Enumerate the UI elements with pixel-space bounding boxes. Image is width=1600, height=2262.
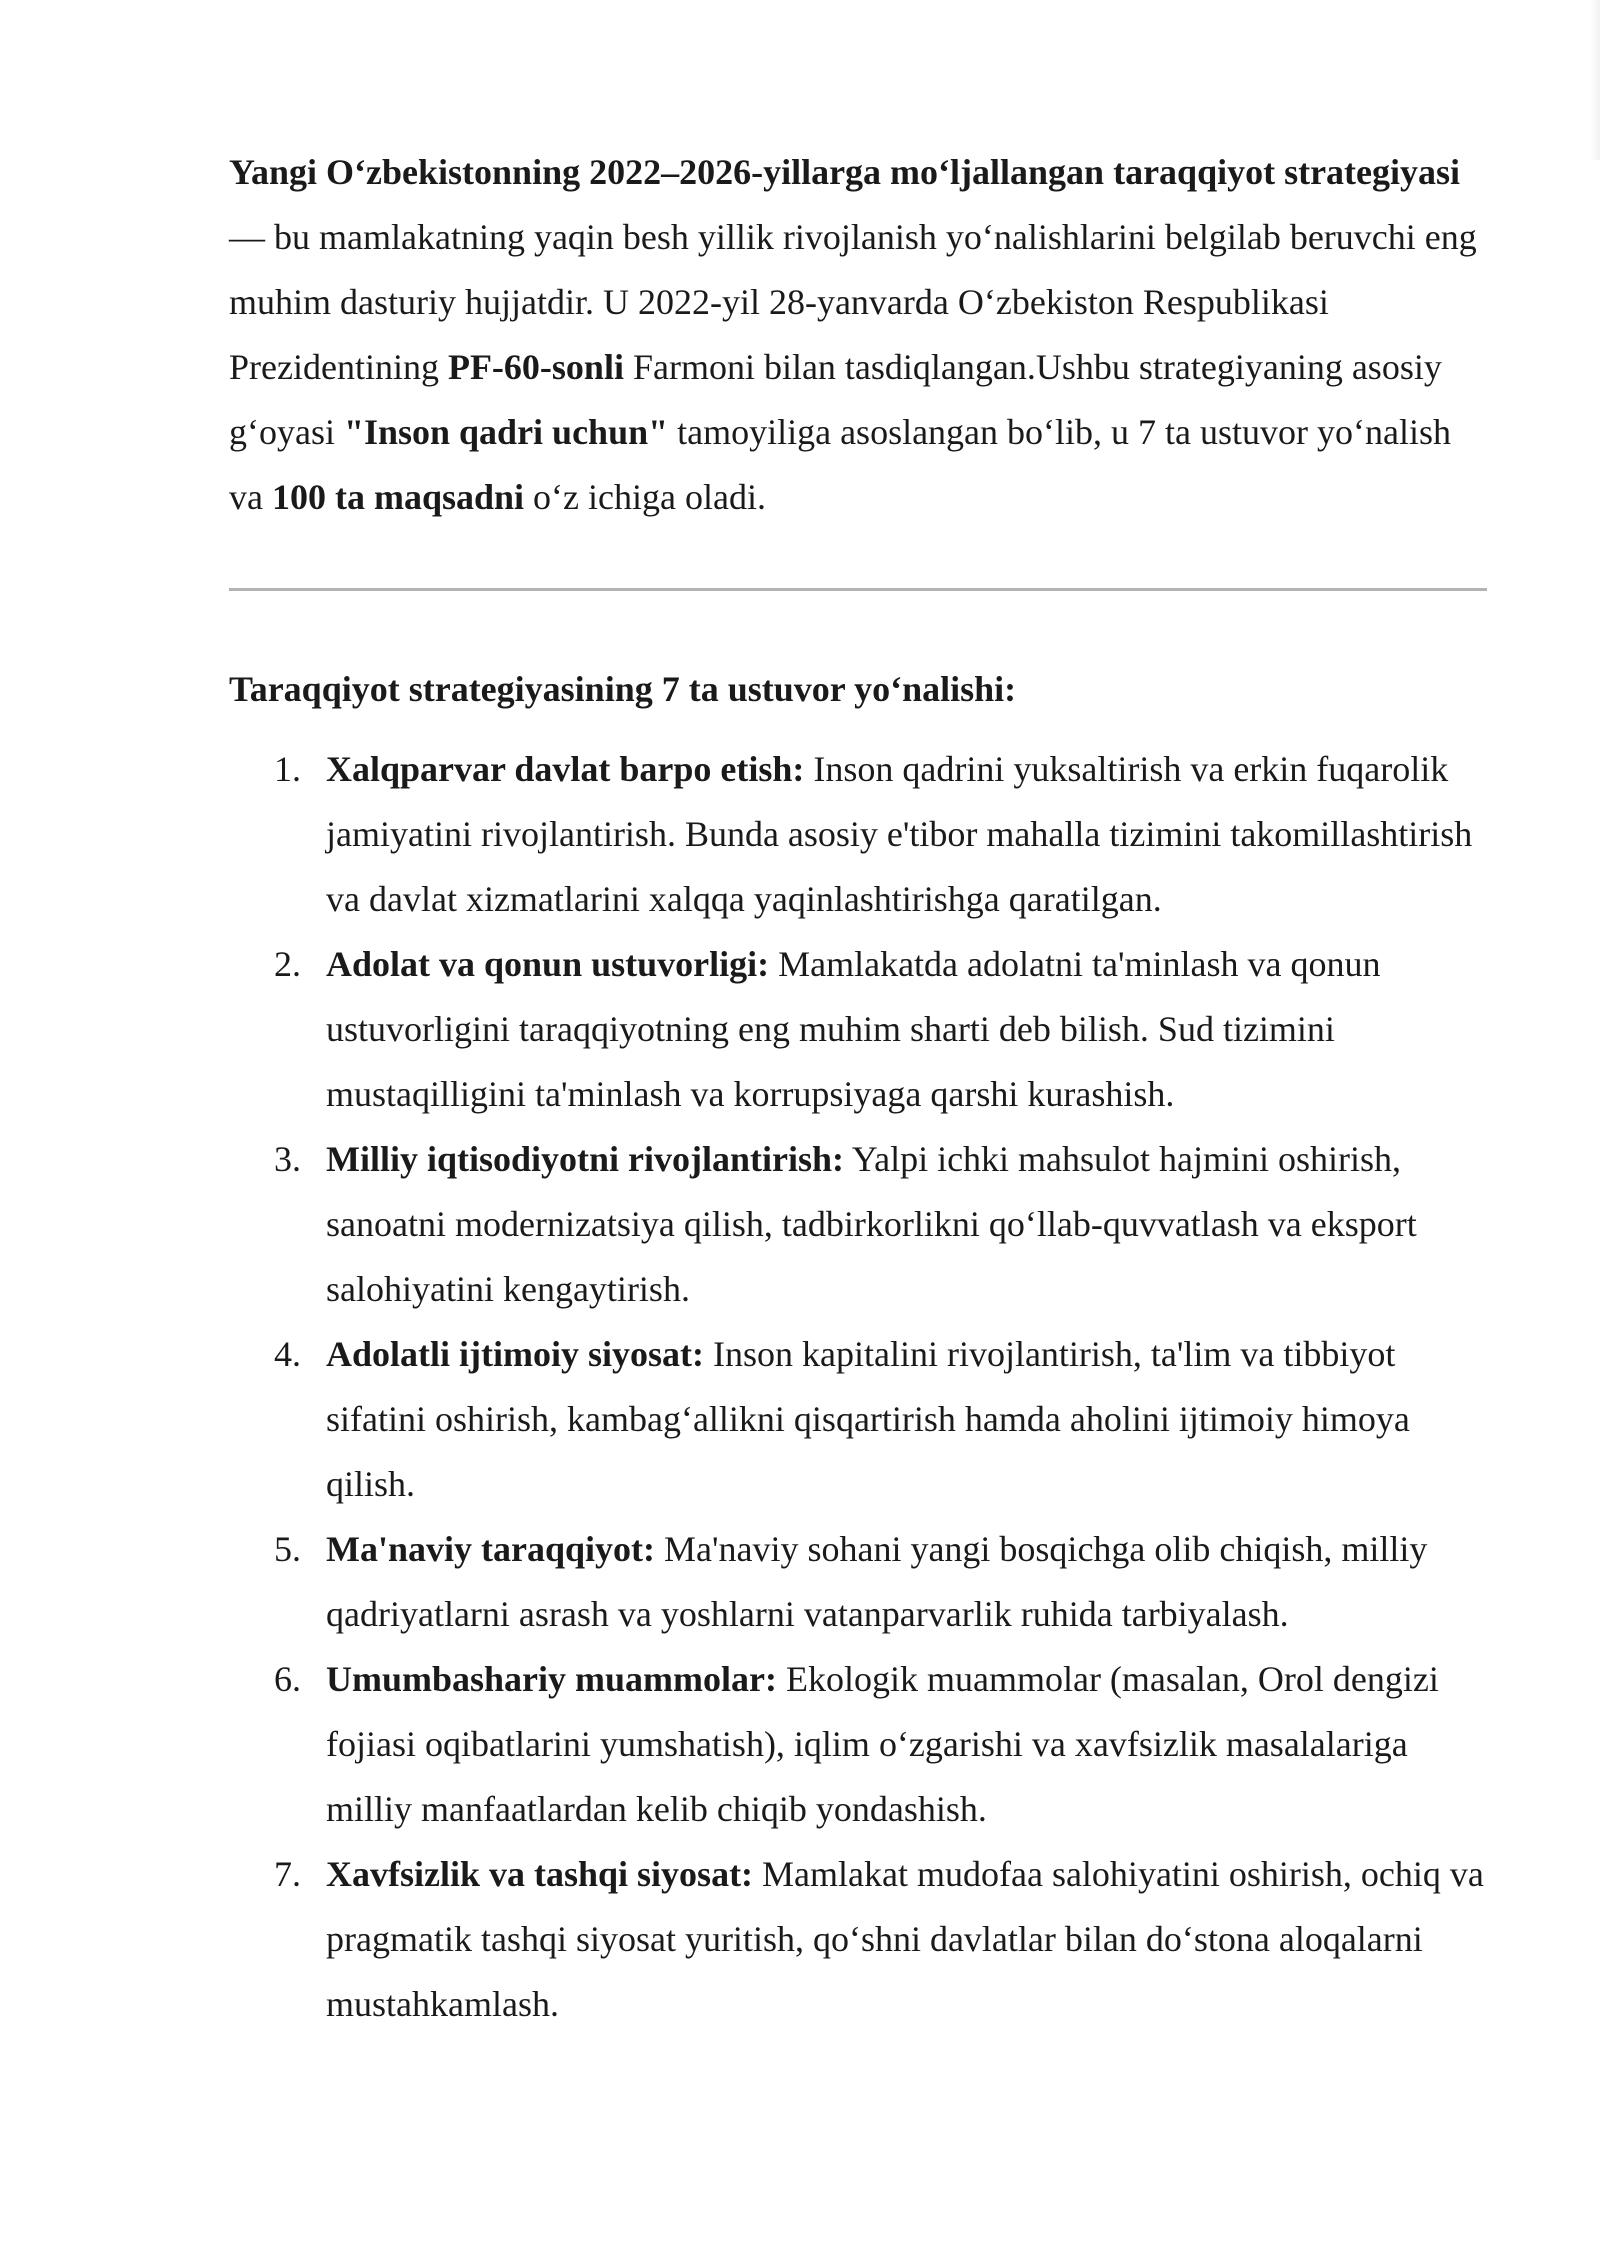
intro-bold-title: Yangi O‘zbekistonning 2022–2026-yillarga mo‘ljallangan taraqqiyot strategiyasi: [229, 152, 1461, 192]
list-item-heading: Adolat va qonun ustuvorligi:: [326, 944, 770, 984]
list-item: [229, 737, 1489, 932]
list-item: [229, 1322, 1489, 1517]
list-item: [229, 932, 1489, 1127]
horizontal-divider: [229, 588, 1487, 591]
intro-text-3: tamoyiliga asoslangan bo‘lib, u 7 ta ustuvor yo‘nalish va: [229, 412, 1451, 517]
list-item: [229, 1842, 1489, 2037]
priority-list: [229, 737, 1489, 2037]
list-item-text: Mamlakatda adolatni ta'minlash va qonun ustuvorligini taraqqiyotning eng muhim sharti deb bilish. Sud tizimini mustaqilligini ta'minlash va korrupsiyaga qarshi kurashish.: [326, 944, 1381, 1114]
list-item: [229, 1127, 1489, 1322]
list-item: [229, 1647, 1489, 1842]
intro-text-1: — bu mamlakatning yaqin besh yillik rivojlanish yo‘nalishlarini belgilab beruvchi eng muhim dasturiy hujjatdir. U 2022-yil 28-yanvarda O‘zbekiston Respublikasi Prezidentining: [229, 217, 1477, 387]
list-item-text: Yalpi ichki mahsulot hajmini oshirish, sanoatni modernizatsiya qilish, tadbirkorlikni qo‘llab-quvvatlash va eksport salohiyatini kengaytirish.: [326, 1139, 1417, 1309]
intro-bold-idea: "Inson qadri uchun": [343, 412, 669, 452]
intro-bold-goals: 100 ta maqsadni: [271, 477, 525, 517]
list-item-heading: Adolatli ijtimoiy siyosat:: [326, 1334, 704, 1374]
page-edge-shadow: [1590, 0, 1600, 160]
list-item-text: Mamlakat mudofaa salohiyatini oshirish, ochiq va pragmatik tashqi siyosat yuritish, qo‘shni davlatlar bilan do‘stona aloqalarni mustahkamlash.: [326, 1854, 1484, 2024]
intro-text-4: o‘z ichiga oladi.: [524, 477, 766, 517]
list-item-heading: Umumbashariy muammolar:: [326, 1659, 777, 1699]
list-item-heading: Milliy iqtisodiyotni rivojlantirish:: [326, 1139, 845, 1179]
list-item-text: Inson kapitalini rivojlantirish, ta'lim va tibbiyot sifatini oshirish, kambag‘allikni qisqartirish hamda aholini ijtimoiy himoya qilish.: [326, 1334, 1410, 1504]
list-item-number: 7.: [274, 1854, 301, 1894]
list-item-text: Ekologik muammolar (masalan, Orol dengizi fojiasi oqibatlarini yumshatish), iqlim o‘zgarishi va xavfsizlik masalalariga milliy manfaatlardan kelib chiqib yondashish.: [326, 1659, 1439, 1829]
list-item-text: Ma'naviy sohani yangi bosqichga olib chiqish, milliy qadriyatlarni asrash va yoshlarni vatanparvarlik ruhida tarbiyalash.: [326, 1529, 1428, 1634]
list-item-text: Inson qadrini yuksaltirish va erkin fuqarolik jamiyatini rivojlantirish. Bunda asosiy e'tibor mahalla tizimini takomillashtirish va davlat xizmatlarini xalqqa yaqinlashtirishga qaratilgan.: [326, 749, 1473, 919]
list-item-number: 3.: [274, 1139, 301, 1179]
list-item-number: 4.: [274, 1334, 301, 1374]
list-item-number: 5.: [274, 1529, 301, 1569]
intro-paragraph: [229, 140, 1489, 530]
list-item-number: 6.: [274, 1659, 301, 1699]
list-title: Taraqqiyot strategiyasining 7 ta ustuvor yo‘nalishi:: [229, 669, 1017, 709]
list-item: [229, 1517, 1489, 1647]
document-page: [229, 140, 1489, 2037]
list-item-heading: Xalqparvar davlat barpo etish:: [326, 749, 805, 789]
list-item-number: 1.: [274, 749, 301, 789]
intro-bold-decree: PF-60-sonli: [447, 347, 624, 387]
list-item-number: 2.: [274, 944, 301, 984]
list-item-heading: Ma'naviy taraqqiyot:: [326, 1529, 655, 1569]
intro-text-2: Farmoni bilan tasdiqlangan.Ushbu strategiyaning asosiy g‘oyasi: [229, 347, 1442, 452]
list-item-heading: Xavfsizlik va tashqi siyosat:: [326, 1854, 754, 1894]
